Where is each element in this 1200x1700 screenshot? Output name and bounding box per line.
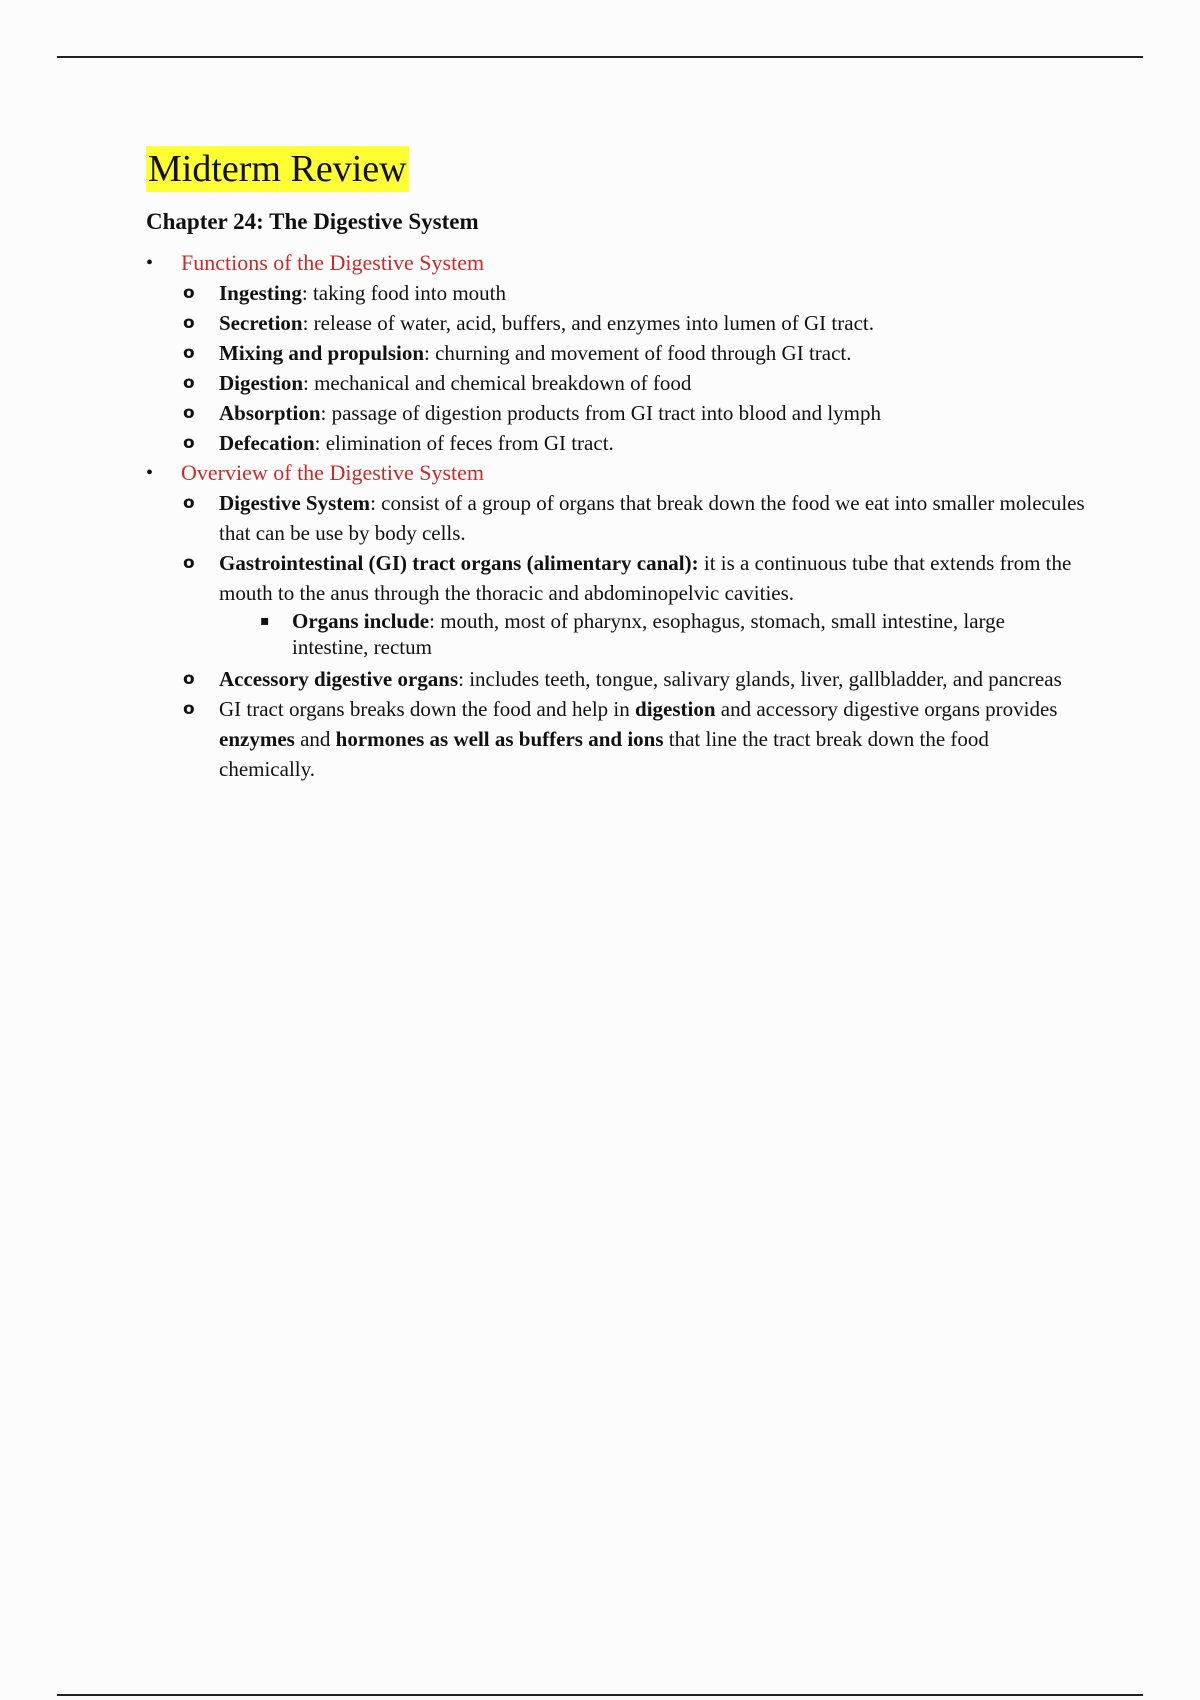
bullet-icon: • [146, 252, 154, 274]
footer-rule [57, 1694, 1143, 1696]
section-title: Functions of the Digestive System [181, 250, 485, 275]
circle-bullet-icon: o [183, 373, 195, 393]
list-item [146, 548, 1086, 608]
list-item [146, 278, 1086, 308]
list-item [146, 338, 1086, 368]
circle-bullet-icon: o [183, 553, 195, 573]
term: Defecation [219, 431, 315, 455]
term: Digestive System [219, 491, 371, 515]
circle-bullet-icon: o [183, 313, 195, 333]
document-body [146, 146, 1086, 784]
term: Gastrointestinal (GI) tract organs (alimentary canal): [219, 551, 699, 575]
definition: : elimination of feces from GI tract. [314, 431, 614, 455]
term: Secretion [219, 311, 303, 335]
circle-bullet-icon: o [183, 403, 195, 423]
list-item [146, 308, 1086, 338]
list-item [146, 428, 1086, 458]
bold-term: digestion [635, 697, 716, 721]
definition: it is a continuous tube that extends from the mouth to the anus through the thoracic and abdominopelvic cavities. [219, 551, 1072, 605]
circle-bullet-icon: o [183, 433, 195, 453]
circle-bullet-icon: o [183, 343, 195, 363]
definition: : mechanical and chemical breakdown of food [303, 371, 692, 395]
bullet-icon: • [146, 462, 154, 484]
definition: : release of water, acid, buffers, and enzymes into lumen of GI tract. [302, 311, 874, 335]
section-overview [146, 458, 1086, 488]
nested-list-item [146, 608, 1086, 660]
definition: : includes teeth, tongue, salivary glands, liver, gallbladder, and pancreas [458, 667, 1062, 691]
definition: : consist of a group of organs that break down the food we eat into smaller molecules that can be use by body cells. [219, 491, 1085, 545]
list-item [146, 694, 1086, 784]
definition: : mouth, most of pharynx, esophagus, stomach, small intestine, large intestine, rectum [292, 609, 1005, 659]
circle-bullet-icon: o [183, 283, 195, 303]
definition: : churning and movement of food through GI tract. [424, 341, 852, 365]
section-title: Overview of the Digestive System [181, 460, 485, 485]
term: Absorption [219, 401, 321, 425]
list-item [146, 368, 1086, 398]
list-item [146, 664, 1086, 694]
text-run: and [294, 727, 336, 751]
bold-term: enzymes [219, 727, 295, 751]
term: Ingesting [219, 281, 302, 305]
term: Digestion [219, 371, 303, 395]
chapter-heading: Chapter 24: The Digestive System [146, 209, 479, 234]
bold-term: hormones as well as buffers and ions [335, 727, 664, 751]
definition: : passage of digestion products from GI tract into blood and lymph [320, 401, 882, 425]
term: Accessory digestive organs [219, 667, 459, 691]
definition: : taking food into mouth [301, 281, 507, 305]
circle-bullet-icon: o [183, 669, 195, 689]
term: Mixing and propulsion [219, 341, 425, 365]
square-bullet-icon: ▪ [260, 613, 270, 629]
circle-bullet-icon: o [183, 699, 195, 719]
text-run: that line the tract break down the food chemically. [219, 727, 989, 781]
section-functions [146, 248, 1086, 278]
circle-bullet-icon: o [183, 493, 195, 513]
list-item [146, 488, 1086, 548]
text-run: and accessory digestive organs provides [715, 697, 1058, 721]
overview-list [146, 488, 1086, 784]
text-run: GI tract organs breaks down the food and help in [219, 697, 636, 721]
document-title: Midterm Review [148, 148, 407, 190]
list-item [146, 398, 1086, 428]
functions-list [146, 278, 1086, 458]
term: Organs include [292, 609, 430, 633]
header-rule [57, 56, 1143, 58]
